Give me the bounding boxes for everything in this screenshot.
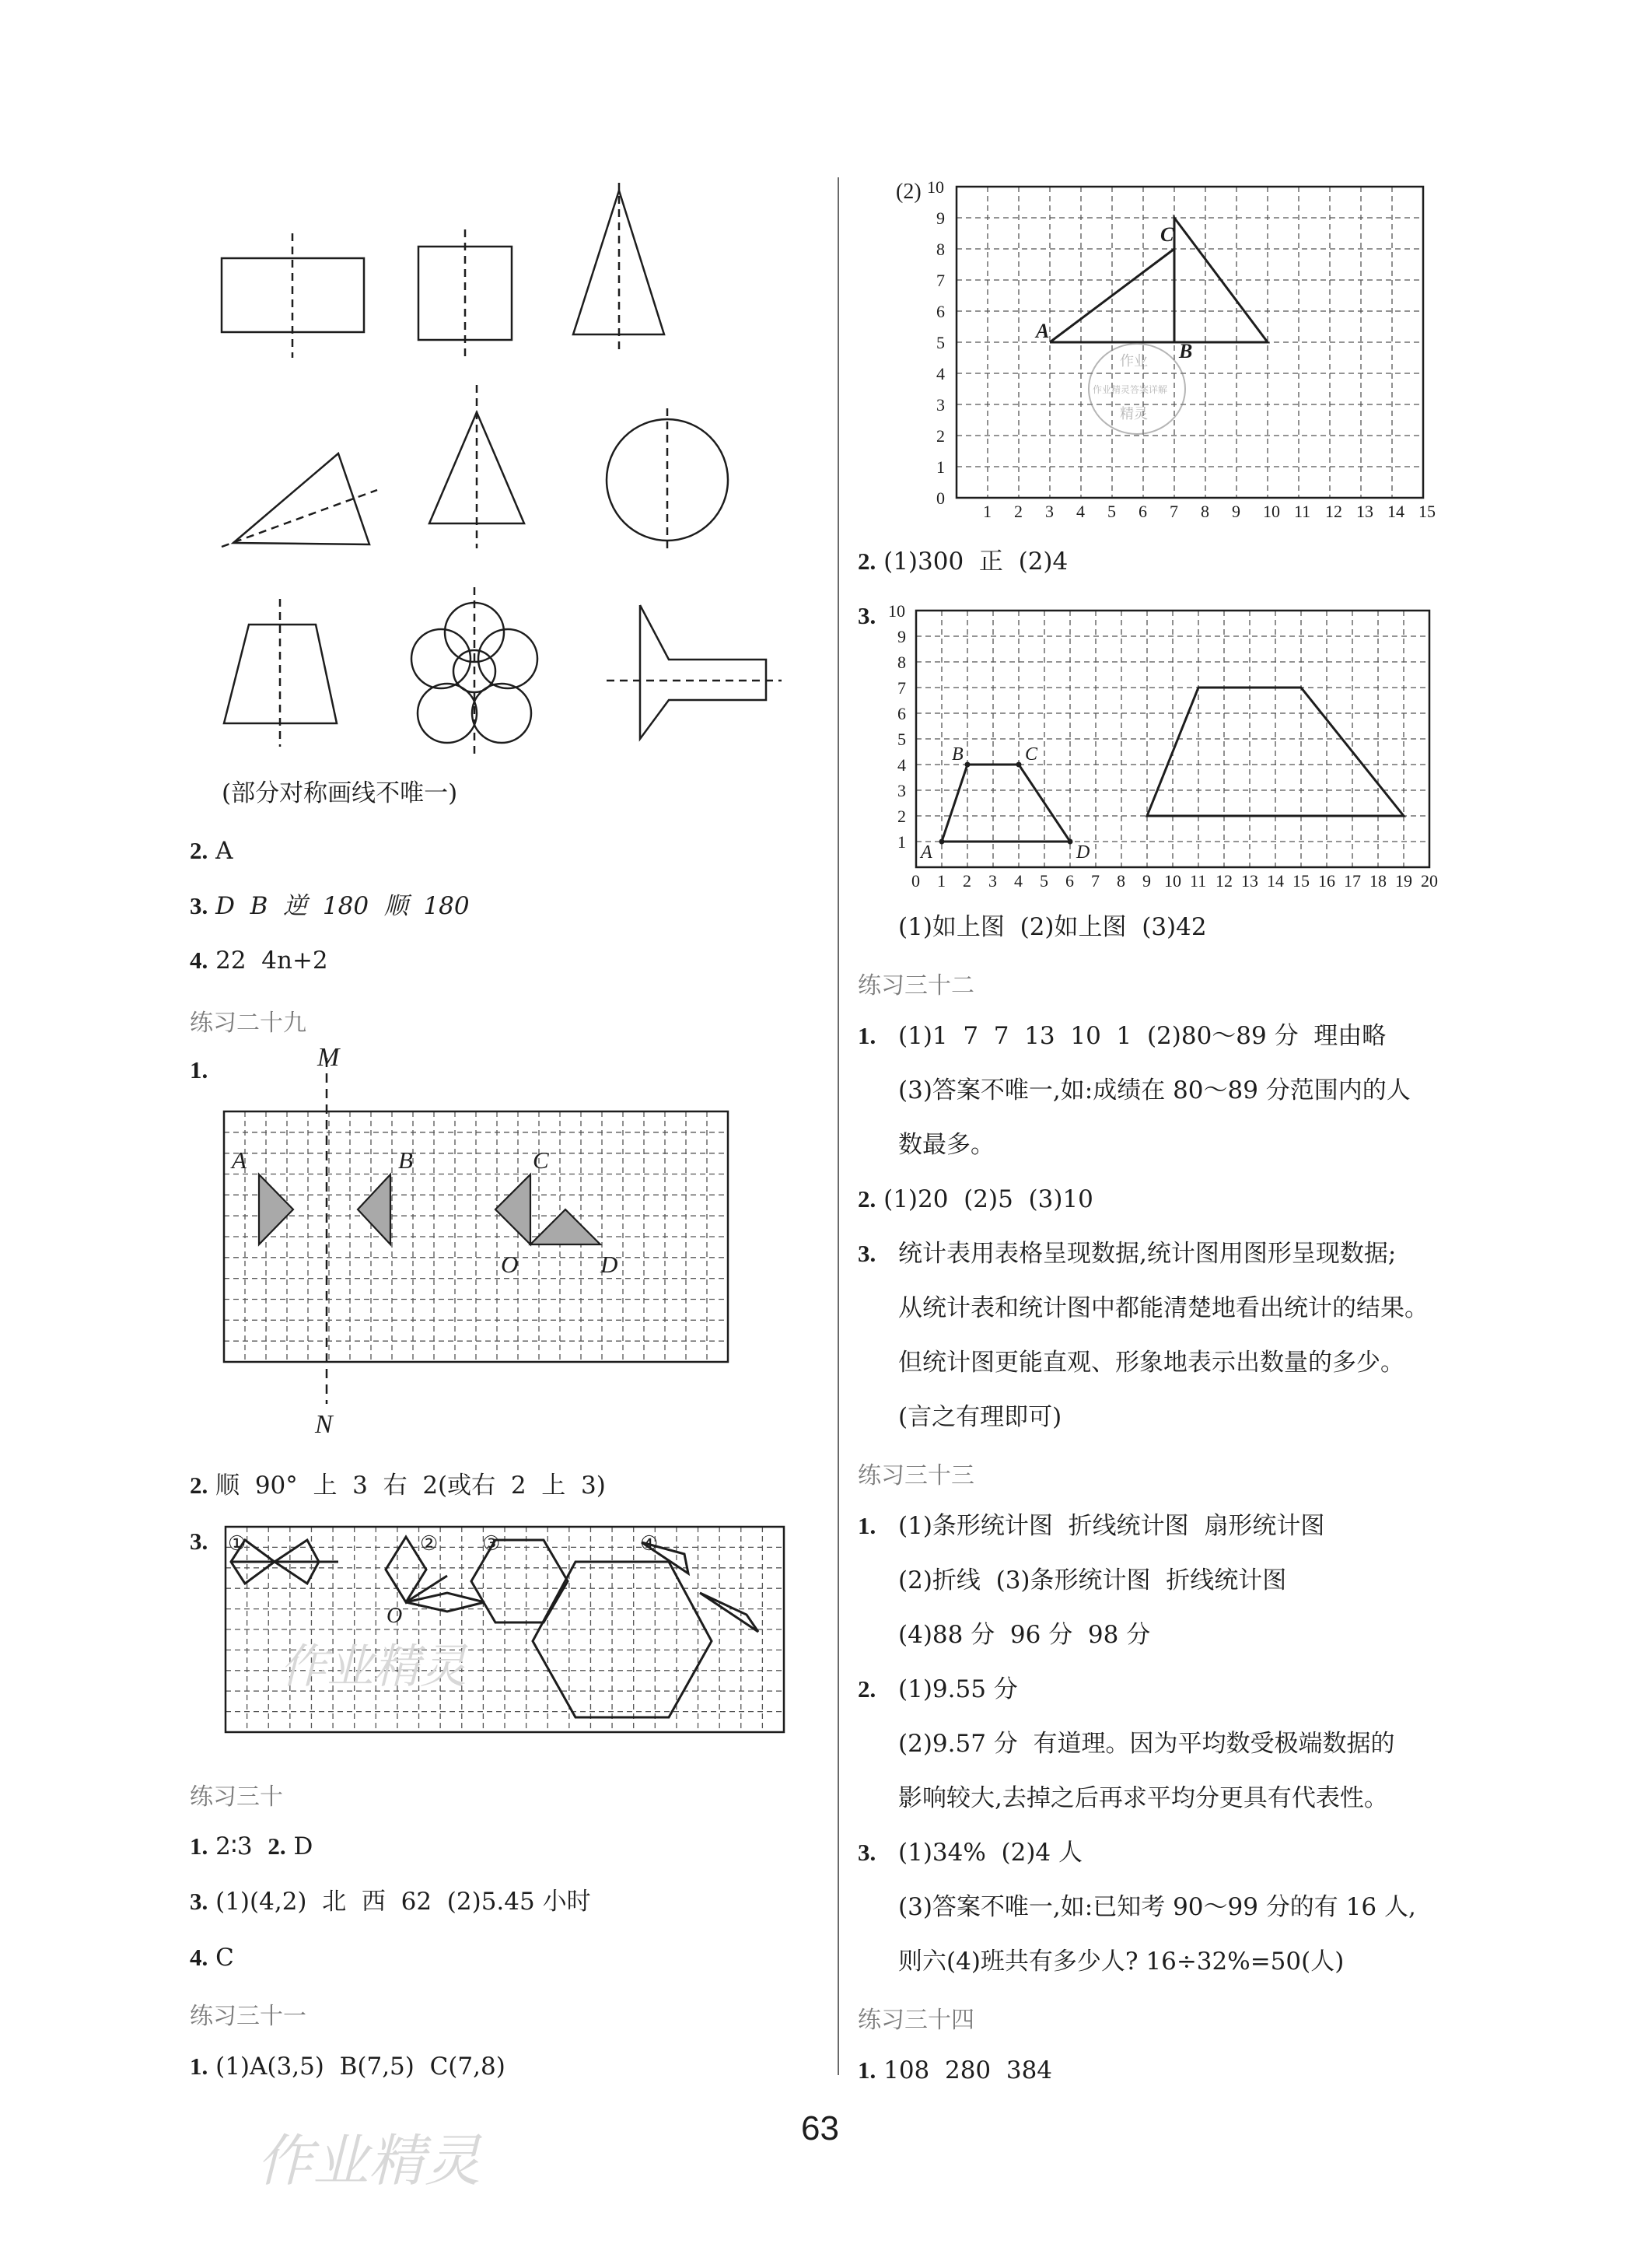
y-tick-label: 8	[936, 240, 945, 259]
answer-text: (1)300 正 (2)4	[883, 548, 1069, 576]
q2-answer-29	[190, 1470, 606, 1501]
triangle-D	[530, 1209, 600, 1244]
y-tick-label: 8	[897, 653, 906, 672]
y-tick-label: 2	[897, 807, 906, 826]
x-tick-label: 15	[1292, 871, 1310, 891]
q1-line-3: (4)88 分 96 分 98 分	[898, 1621, 1151, 1649]
y-tick-label: 4	[897, 755, 906, 775]
x-tick-label: 8	[1117, 871, 1125, 891]
section-title-34: 练习三十四	[858, 2007, 974, 2034]
y-tick-label: 3	[936, 395, 945, 415]
item-number: 1.	[858, 2056, 876, 2084]
section-title-29: 练习二十九	[190, 1010, 306, 1037]
y-tick-label: 6	[897, 704, 906, 723]
q3-line-2: 从统计表和统计图中都能清楚地看出统计的结果。	[898, 1294, 1429, 1322]
answer-text: (1)20 (2)5 (3)10	[883, 1185, 1093, 1213]
label-A: A	[232, 1146, 247, 1174]
x-tick-label: 13	[1241, 871, 1258, 891]
item-number: 2.	[190, 1472, 208, 1499]
y-tick-label: 7	[897, 678, 906, 698]
label-4: ④	[640, 1532, 659, 1555]
triangle-B	[358, 1174, 390, 1244]
x-tick-label: 0	[911, 871, 920, 891]
y-tick-label: 3	[897, 781, 906, 800]
q3-answer-31: (1)如上图 (2)如上图 (3)42	[898, 913, 1207, 941]
y-tick-label: 4	[936, 364, 945, 383]
q2-answer-31	[858, 546, 1068, 577]
x-tick-label: 11	[1294, 502, 1311, 521]
x-tick-label: 16	[1318, 871, 1335, 891]
section-title-30: 练习三十	[190, 1783, 283, 1811]
q3-line-3: 但统计图更能直观、形象地表示出数量的多少。	[898, 1349, 1404, 1377]
y-tick-label: 2	[936, 426, 945, 446]
answer-text: 顺 90° 上 3 右 2(或右 2 上 3)	[215, 1472, 606, 1500]
graph-label: (2)	[896, 180, 922, 204]
label-O: O	[501, 1251, 519, 1278]
x-tick-label: 12	[1216, 871, 1233, 891]
x-tick-label: 5	[1107, 502, 1116, 521]
x-tick-label: 6	[1065, 871, 1074, 891]
q1-line-2: (2)折线 (3)条形统计图 折线统计图	[898, 1566, 1287, 1594]
q3-answer-30	[190, 1886, 591, 1917]
q2-line-2: (2)9.57 分 有道理。因为平均数受极端数据的	[898, 1730, 1395, 1758]
label-B: B	[398, 1146, 413, 1174]
item-number: 2.	[858, 1185, 876, 1213]
y-tick-label: 10	[888, 601, 905, 621]
q3-number: 3.	[190, 1528, 208, 1555]
watermark-stamp	[1089, 344, 1185, 434]
x-tick-label: 3	[1045, 502, 1054, 521]
q3-number-32: 3.	[858, 1240, 876, 1267]
y-tick-label: 0	[936, 488, 945, 508]
x-tick-label: 4	[1014, 871, 1023, 891]
answer-3	[190, 891, 470, 922]
answer-text: C	[215, 1944, 234, 1972]
point-C: C	[1160, 223, 1174, 246]
section-title-31: 练习三十一	[190, 2003, 306, 2030]
q1-number-32: 1.	[858, 1022, 876, 1049]
y-tick-label: 5	[936, 333, 945, 352]
rectangle-shape	[222, 258, 364, 332]
kite-triangle-shape	[233, 453, 369, 544]
x-tick-label: 15	[1418, 502, 1436, 521]
x-tick-label: 20	[1421, 871, 1438, 891]
x-tick-label: 6	[1139, 502, 1147, 521]
q1-q2-answers-30	[190, 1831, 313, 1862]
coordinate-graph-2	[887, 595, 1462, 891]
y-tick-label: 6	[936, 302, 945, 321]
q1-answer-34	[858, 2055, 1052, 2086]
answer-text: (1)(4,2) 北 西 62 (2)5.45 小时	[215, 1888, 591, 1916]
rotation-grid-figure	[218, 1042, 747, 1439]
watermark-middle: 作业精灵	[280, 1640, 467, 1694]
triangle-A	[259, 1174, 293, 1244]
watermark-bottom: 作业精灵	[257, 2128, 481, 2193]
q3-line-3: 则六(4)班共有多少人? 16÷32%=50(人)	[898, 1948, 1345, 1976]
q1-line-3: 数最多。	[898, 1131, 995, 1159]
answer-text: D B 逆 180 顺 180	[215, 892, 470, 920]
y-tick-label: 7	[936, 271, 945, 290]
q1-line-2: (3)答案不唯一,如:成绩在 80～89 分范围内的人	[898, 1076, 1411, 1104]
x-tick-label: 10	[1263, 502, 1280, 521]
answer-text: D	[293, 1832, 313, 1860]
item-number: 2.	[190, 837, 208, 864]
x-tick-label: 2	[963, 871, 971, 891]
x-tick-label: 9	[1232, 502, 1240, 521]
item-number: 3.	[190, 1888, 208, 1915]
symmetry-shapes-figure	[210, 175, 785, 758]
x-tick-label: 13	[1356, 502, 1373, 521]
column-divider	[838, 177, 839, 2075]
point-A: A	[1036, 320, 1050, 342]
x-tick-label: 14	[1387, 502, 1404, 521]
large-hexagon	[533, 1562, 712, 1717]
x-tick-label: 5	[1040, 871, 1048, 891]
q1-number: 1.	[190, 1056, 208, 1083]
answer-text: (1)A(3,5) B(7,5) C(7,8)	[215, 2053, 505, 2081]
funnel-shape	[640, 605, 766, 739]
x-tick-label: 8	[1201, 502, 1209, 521]
rotated-triangle	[1174, 218, 1268, 342]
x-tick-label: 9	[1142, 871, 1151, 891]
label-2: ②	[420, 1532, 439, 1555]
item-number: 4.	[190, 947, 208, 974]
x-tick-label: 11	[1190, 871, 1207, 891]
x-tick-label: 3	[988, 871, 997, 891]
x-tick-label: 17	[1344, 871, 1361, 891]
svg-text:作业: 作业	[1120, 353, 1148, 369]
answer-2	[190, 835, 233, 866]
y-tick-label: 10	[927, 177, 944, 197]
item-number: 2.	[858, 548, 876, 575]
svg-text:精灵: 精灵	[1120, 406, 1148, 422]
answer-text: 22 4n+2	[215, 947, 328, 975]
y-tick-label: 5	[897, 730, 906, 749]
point-C: C	[1025, 744, 1038, 765]
arrow-shape	[700, 1593, 758, 1632]
x-tick-label: 12	[1325, 502, 1342, 521]
y-tick-label: 1	[936, 457, 945, 477]
label-D: D	[600, 1251, 618, 1278]
section-title-33: 练习三十三	[858, 1462, 974, 1489]
x-tick-label: 10	[1164, 871, 1181, 891]
item-number: 4.	[190, 1944, 208, 1971]
q1-line-1: (1)条形统计图 折线统计图 扇形统计图	[898, 1512, 1325, 1540]
item-number: 1.	[190, 2053, 208, 2080]
q2-line-1: (1)9.55 分	[898, 1675, 1018, 1703]
q4-answer-30	[190, 1942, 234, 1973]
q1-line-1: (1)1 7 7 13 10 1 (2)80～89 分 理由略	[898, 1022, 1387, 1050]
item-number: 3.	[190, 892, 208, 919]
section-title-32: 练习三十二	[858, 972, 974, 999]
label-3: ③	[482, 1532, 501, 1555]
x-tick-label: 7	[1170, 502, 1178, 521]
y-tick-label: 1	[897, 832, 906, 852]
q3-line-1: 统计表用表格呈现数据,统计图用图形呈现数据;	[898, 1240, 1397, 1268]
y-tick-label: 9	[936, 208, 945, 228]
q2-line-3: 影响较大,去掉之后再求平均分更具有代表性。	[898, 1784, 1388, 1812]
point-D: D	[1076, 842, 1090, 863]
x-tick-label: 19	[1395, 871, 1412, 891]
label-M: M	[317, 1043, 340, 1072]
q2-answer-32	[858, 1184, 1093, 1215]
label-C: C	[533, 1146, 549, 1174]
label-1: ①	[228, 1532, 247, 1555]
answer-4	[190, 945, 328, 976]
point-B: B	[1179, 340, 1193, 362]
svg-text:作业精灵答案详解: 作业精灵答案详解	[1093, 384, 1168, 395]
item-number: 1.	[190, 1832, 208, 1860]
page-number: 63	[801, 2109, 839, 2147]
q1-answer-31	[190, 2051, 505, 2082]
y-tick-label: 9	[897, 627, 906, 646]
q3-number-33: 3.	[858, 1839, 876, 1866]
q1-number-33: 1.	[858, 1512, 876, 1539]
x-tick-label: 4	[1076, 502, 1085, 521]
answer-text: A	[215, 837, 233, 865]
x-tick-label: 2	[1014, 502, 1023, 521]
point-B: B	[952, 744, 964, 765]
x-tick-label: 18	[1369, 871, 1387, 891]
q3-line-1: (1)34% (2)4 人	[898, 1839, 1083, 1867]
answer-text: 108 280 384	[883, 2056, 1053, 2084]
triangle-C	[495, 1174, 530, 1244]
x-tick-label: 7	[1091, 871, 1100, 891]
x-tick-label: 14	[1267, 871, 1284, 891]
x-tick-label: 1	[937, 871, 946, 891]
shapes-note: (部分对称画线不唯一)	[222, 779, 458, 807]
label-O: O	[387, 1604, 403, 1628]
small-trapezoid	[942, 765, 1070, 842]
q3-number-31: 3.	[858, 602, 876, 629]
x-tick-label: 1	[983, 502, 992, 521]
q3-line-2: (3)答案不唯一,如:已知考 90～99 分的有 16 人,	[898, 1893, 1416, 1921]
answer-text: 2∶3	[215, 1832, 253, 1860]
item-number: 2.	[268, 1832, 286, 1860]
q2-number-33: 2.	[858, 1675, 876, 1703]
q3-line-4: (言之有理即可)	[898, 1403, 1062, 1431]
label-N: N	[315, 1410, 333, 1439]
coordinate-graph-1	[855, 171, 1462, 537]
point-A: A	[921, 842, 932, 863]
